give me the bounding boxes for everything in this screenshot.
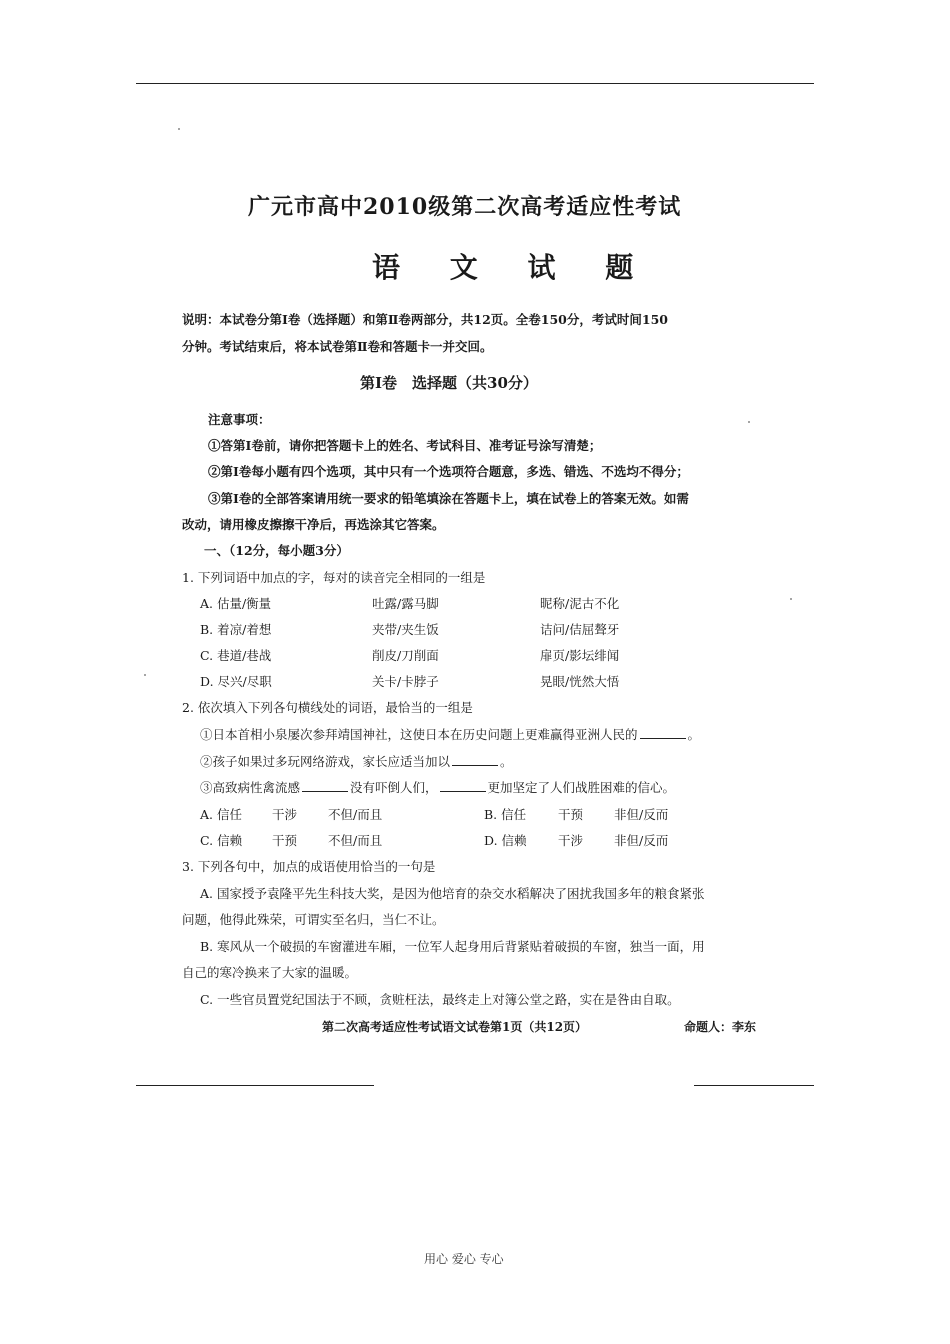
q2-s3-end: 更加坚定了人们战胜困难的信心。	[487, 780, 676, 795]
instructions-line-1: 说明：本试卷分第Ⅰ卷（选择题）和第Ⅱ卷两部分，共12页。全卷150分，考试时间150	[182, 312, 668, 327]
blank-line	[440, 781, 486, 792]
q3-option-a-line-1: A. 国家授予袁隆平先生科技大奖，是因为他培育的杂交水稻解决了困扰我国多年的粮食紧张	[200, 886, 705, 901]
q2-option-b-2: 干预	[558, 807, 584, 822]
bottom-rule-left	[136, 1085, 374, 1086]
bottom-rule-right	[694, 1085, 814, 1086]
exam-title: 广元市高中2010级第二次高考适应性考试	[248, 194, 682, 220]
scan-speck	[178, 128, 180, 130]
note-1: ①答第Ⅰ卷前，请你把答题卡上的姓名、考试科目、准考证号涂写清楚；	[208, 438, 602, 453]
blank-line	[452, 755, 498, 766]
q3-option-b-line-1: B. 寒风从一个破损的车窗灌进车厢，一位军人起身用后背紧贴着破损的车窗，独当一面，用	[200, 939, 705, 954]
q1-option-a: A. 估量/衡量	[200, 596, 272, 611]
blank-line	[302, 781, 348, 792]
q1-option-a-mid: 吐露/露马脚	[372, 596, 439, 611]
instructions-line-2: 分钟。考试结束后，将本试卷第Ⅱ卷和答题卡一并交回。	[182, 339, 493, 354]
q2-option-d-2: 干涉	[558, 833, 584, 848]
q1-stem: 1. 下列词语中加点的字，每对的读音完全相同的一组是	[182, 570, 486, 585]
exam-subtitle: 语 文 试 题	[372, 251, 654, 284]
note-3a: ③第Ⅰ卷的全部答案请用统一要求的铅笔填涂在答题卡上，填在试卷上的答案无效。如需	[208, 491, 689, 506]
q1-option-b-right: 诘问/佶屈聱牙	[540, 622, 620, 637]
q1-option-d: D. 尽兴/尽职	[200, 674, 272, 689]
q2-s1-end: 。	[687, 727, 701, 742]
q2-option-a: A. 信任	[200, 807, 242, 822]
q1-option-b: B. 着凉/着想	[200, 622, 272, 637]
q1-option-a-right: 昵称/泥古不化	[540, 596, 620, 611]
q1-option-c-right: 扉页/影坛绯闻	[540, 648, 620, 663]
notes-heading: 注意事项：	[208, 412, 271, 427]
q1-option-b-mid: 夹带/夹生饭	[372, 622, 439, 637]
note-3b: 改动，请用橡皮擦擦干净后，再选涂其它答案。	[182, 517, 445, 532]
scan-speck	[144, 674, 146, 676]
q2-option-c-3: 不但/而且	[328, 833, 383, 848]
q2-option-d: D. 信赖	[484, 833, 527, 848]
q2-sentence-1	[200, 725, 700, 743]
q2-option-a-2: 干涉	[272, 807, 298, 822]
q2-option-a-3: 不但/而且	[328, 807, 383, 822]
q1-option-d-mid: 关卡/卡脖子	[372, 674, 439, 689]
note-2: ②第Ⅰ卷每小题有四个选项，其中只有一个选项符合题意，多选、错选、不选均不得分；	[208, 464, 689, 479]
author-footer: 命题人：李东	[684, 1020, 757, 1034]
blank-line	[640, 728, 686, 739]
q2-s3-text: ③高致病性禽流感	[200, 780, 301, 795]
section-title: 第Ⅰ卷 选择题（共30分）	[360, 374, 538, 392]
q2-option-b-3: 非但/反而	[614, 807, 669, 822]
q1-option-c-mid: 削皮/刀削面	[372, 648, 439, 663]
page-number-footer: 第二次高考适应性考试语文试卷第1页（共12页）	[322, 1020, 588, 1034]
q2-s3-mid: 没有吓倒人们，	[350, 780, 438, 795]
q2-option-c-2: 干预	[272, 833, 298, 848]
bottom-footer: 用心 爱心 专心	[424, 1252, 504, 1266]
q3-stem: 3. 下列各句中，加点的成语使用恰当的一句是	[182, 859, 436, 874]
q2-option-b: B. 信任	[484, 807, 527, 822]
q2-s1-text: ①日本首相小泉屡次参拜靖国神社，这使日本在历史问题上更难赢得亚洲人民的	[200, 727, 638, 742]
scan-speck	[748, 421, 750, 423]
q2-stem: 2. 依次填入下列各句横线处的词语，最恰当的一组是	[182, 700, 473, 715]
q2-s2-text: ②孩子如果过多玩网络游戏，家长应适当加以	[200, 754, 451, 769]
q3-option-a-line-2: 问题，他得此殊荣，可谓实至名归，当仁不让。	[182, 912, 445, 927]
part-heading: 一、（12分，每小题3分）	[204, 543, 349, 558]
top-rule	[136, 83, 814, 84]
q2-option-c: C. 信赖	[200, 833, 243, 848]
q1-option-c: C. 巷道/巷战	[200, 648, 272, 663]
q2-s2-end: 。	[500, 754, 513, 769]
q2-sentence-2	[200, 752, 513, 770]
q3-option-b-line-2: 自己的寒冷换来了大家的温暖。	[182, 965, 358, 980]
q1-option-d-right: 晃眼/恍然大悟	[540, 674, 620, 689]
q2-option-d-3: 非但/反而	[614, 833, 669, 848]
q3-option-c: C. 一些官员置党纪国法于不顾，贪赃枉法，最终走上对簿公堂之路，实在是咎由自取。	[200, 992, 680, 1007]
scan-speck	[790, 598, 792, 600]
q2-sentence-3	[200, 778, 675, 796]
